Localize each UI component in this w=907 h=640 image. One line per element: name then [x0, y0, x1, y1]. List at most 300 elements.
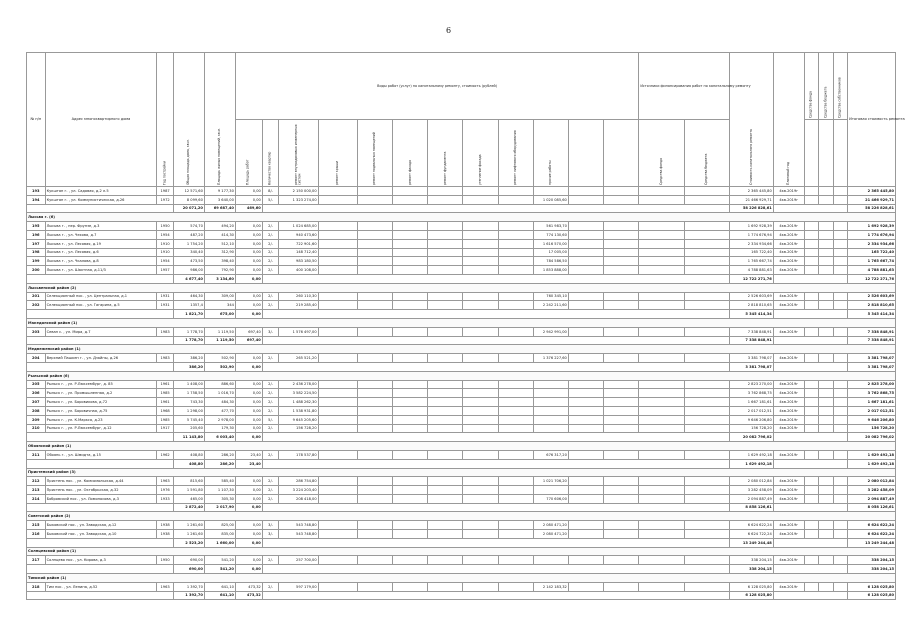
row-source-cell: [604, 195, 639, 204]
row-repair-cell: [428, 450, 463, 459]
row-repair-cell: [428, 424, 463, 433]
row-src-flag: [804, 230, 818, 239]
row-src-flag: [819, 530, 833, 539]
row-year: 1987: [157, 187, 174, 196]
district-row: [27, 283, 896, 292]
row-repair-cell: [463, 494, 498, 503]
row-repair-cell: [393, 187, 428, 196]
row-repair-cell: [393, 257, 428, 266]
row-src-flag: [804, 257, 818, 266]
row-src-flag: [804, 301, 818, 310]
row-repair-cell: [393, 248, 428, 257]
capital-repair-table: [26, 52, 905, 600]
subtotal-total-area: 2 872,40: [173, 503, 204, 512]
row-source-cell: [684, 292, 730, 301]
row-src-flag: [819, 257, 833, 266]
subtotal-row: [27, 538, 896, 547]
district-row: [27, 318, 896, 327]
row-repair-amount: 208 418,00: [279, 494, 318, 503]
row-number: 212: [27, 477, 46, 486]
row-src-flag: [819, 195, 833, 204]
row-year: 1938: [157, 530, 174, 539]
table-row: [27, 415, 896, 424]
row-total-cost: 21 466 929,71: [730, 195, 773, 204]
table-row: [27, 389, 896, 398]
row-source-cell: [639, 187, 685, 196]
row-source-cell: [684, 257, 730, 266]
row-address: Верхний Пашкен г. , ул. Дзайны, д.26: [45, 354, 157, 363]
row-source-cell: [684, 187, 730, 196]
row-source-cell: [568, 494, 603, 503]
row-final-cost: 4 788 881,63: [848, 266, 896, 275]
row-count: 2/-: [262, 257, 279, 266]
row-src-flag: [804, 406, 818, 415]
table-row: [27, 398, 896, 407]
row-total-area: 1 754,20: [173, 239, 204, 248]
row-residential-area: 312,90: [204, 248, 235, 257]
row-repair-amount: 286 754,80: [279, 477, 318, 486]
row-repair-cell: [318, 415, 357, 424]
row-src-flag: [804, 424, 818, 433]
row-extra-area: 0,00: [235, 248, 262, 257]
row-residential-area: 886,60: [204, 380, 235, 389]
row-repair-cell: [428, 380, 463, 389]
row-total-area: 8 099,60: [173, 195, 204, 204]
row-total-area: 1 298,00: [173, 406, 204, 415]
row-repair-cell: [393, 406, 428, 415]
row-repair-cell: [498, 530, 533, 539]
row-number: 207: [27, 398, 46, 407]
row-source-cell: [568, 406, 603, 415]
row-repair-cell: [463, 327, 498, 336]
table-row: [27, 582, 896, 591]
subtotal-cost: 58 226 828,61: [730, 204, 773, 213]
row-total-area: 1 261,60: [173, 530, 204, 539]
row-repair-amount: 1 024 685,00: [279, 222, 318, 231]
subtotal-extra-area: 0,00: [235, 503, 262, 512]
row-src-flag: [804, 389, 818, 398]
row-source-cell: [684, 222, 730, 231]
subtotal-label: [27, 503, 174, 512]
row-repair-cell: [357, 301, 392, 310]
row-source-cell: [639, 398, 685, 407]
row-final-cost: 1 774 676,94: [848, 230, 896, 239]
subtotal-extra-area: 697,40: [235, 336, 262, 345]
row-repair-cell: [357, 187, 392, 196]
row-src-flag: [833, 494, 847, 503]
row-src-flag: [804, 582, 818, 591]
row-repair-cell: [318, 257, 357, 266]
header-source-3: Средства собственников: [833, 53, 847, 120]
row-repair-cell: [318, 556, 357, 565]
row-final-cost: 6 624 622,24: [848, 530, 896, 539]
row-repair-amount-2: [533, 380, 568, 389]
row-repair-cell: [498, 266, 533, 275]
row-source-cell: [684, 380, 730, 389]
row-source-cell: [568, 187, 603, 196]
row-residential-area: 3 640,00: [204, 195, 235, 204]
row-source-cell: [639, 195, 685, 204]
row-source-cell: [568, 424, 603, 433]
row-source-cell: [604, 406, 639, 415]
row-total-cost: 3 282 458,09: [730, 486, 773, 495]
row-repair-cell: [357, 530, 392, 539]
row-total-area: 487,20: [173, 230, 204, 239]
subtotal-label: [27, 362, 174, 371]
header-src-e: [833, 120, 847, 187]
row-repair-amount-2: [533, 406, 568, 415]
row-address: Быковский пос. , ул. Заводская, д.12: [45, 521, 157, 530]
table-row: [27, 450, 896, 459]
row-repair-cell: [463, 530, 498, 539]
row-planned-year: 4кв.2019г: [773, 301, 804, 310]
subtotal-blank: [262, 591, 730, 600]
subtotal-row: [27, 310, 896, 319]
row-src-flag: [819, 187, 833, 196]
row-planned-year: 4кв.2019г: [773, 415, 804, 424]
subtotal-final: 6 128 025,80: [848, 591, 896, 600]
row-number: 196: [27, 230, 46, 239]
table-row: [27, 222, 896, 231]
district-name: Обоянский район (1): [27, 442, 896, 451]
row-total-cost: 3 762 868,75: [730, 389, 773, 398]
row-src-flag: [833, 239, 847, 248]
row-repair-cell: [318, 477, 357, 486]
row-residential-area: 414,30: [204, 230, 235, 239]
subtotal-total-area: 1 392,70: [173, 591, 204, 600]
row-planned-year: 4кв.2019г: [773, 195, 804, 204]
row-planned-year: 4кв.2019г: [773, 389, 804, 398]
row-repair-cell: [393, 354, 428, 363]
district-row: [27, 442, 896, 451]
row-total-area: 386,20: [173, 354, 204, 363]
row-address: Лысьва г. , пер. Фрунзе, д.3: [45, 222, 157, 231]
row-repair-cell: [463, 406, 498, 415]
row-extra-area: 0,00: [235, 494, 262, 503]
row-number: 204: [27, 354, 46, 363]
row-number: 203: [27, 327, 46, 336]
row-repair-cell: [428, 301, 463, 310]
header-source-2: Средства бюджета: [819, 53, 833, 120]
subtotal-residential-area: 69 687,40: [204, 204, 235, 213]
row-src-flag: [819, 424, 833, 433]
row-year: 1985: [157, 415, 174, 424]
subtotal-row: [27, 503, 896, 512]
row-final-cost: 3 282 458,09: [848, 486, 896, 495]
row-repair-cell: [428, 292, 463, 301]
row-src-flag: [833, 380, 847, 389]
row-extra-area: 0,00: [235, 266, 262, 275]
header-address: Адрес многоквартирного дома: [45, 53, 157, 187]
row-final-cost: 3 381 798,07: [848, 354, 896, 363]
row-repair-cell: [428, 257, 463, 266]
district-row: [27, 468, 896, 477]
row-source-cell: [639, 424, 685, 433]
row-repair-cell: [498, 415, 533, 424]
row-year: 1954: [157, 230, 174, 239]
row-total-area: 12 571,60: [173, 187, 204, 196]
row-count: 2/-: [262, 239, 279, 248]
row-total-area: 690,00: [173, 556, 204, 565]
row-final-cost: 21 466 929,71: [848, 195, 896, 204]
row-repair-amount: 178 537,80: [279, 450, 318, 459]
row-repair-amount-2: 2 080 471,20: [533, 521, 568, 530]
subtotal-row: [27, 274, 896, 283]
row-extra-area: 0,00: [235, 380, 262, 389]
row-extra-area: 0,00: [235, 477, 262, 486]
header-final: Итоговая стоимость ремонта: [848, 53, 896, 187]
row-extra-area: 0,00: [235, 424, 262, 433]
row-repair-cell: [463, 477, 498, 486]
row-repair-cell: [318, 450, 357, 459]
row-repair-cell: [393, 521, 428, 530]
subtotal-residential-area: 641,10: [204, 591, 235, 600]
row-source-cell: [639, 389, 685, 398]
row-source-cell: [568, 415, 603, 424]
subtotal-extra-area: 473,32: [235, 591, 262, 600]
row-src-flag: [804, 415, 818, 424]
row-extra-area: 0,00: [235, 521, 262, 530]
row-repair-amount-2: 1 376 227,60: [533, 354, 568, 363]
row-total-cost: 2 017 012,51: [730, 406, 773, 415]
row-repair-cell: [357, 494, 392, 503]
row-source-cell: [639, 380, 685, 389]
row-repair-cell: [463, 486, 498, 495]
row-repair-cell: [393, 424, 428, 433]
header-col-4: ремонт крыши: [318, 120, 357, 187]
row-repair-amount-2: 561 983,70: [533, 222, 568, 231]
row-repair-cell: [393, 494, 428, 503]
subtotal-extra-area: 469,60: [235, 204, 262, 213]
row-source-cell: [684, 521, 730, 530]
row-source-cell: [568, 230, 603, 239]
header-residential-area: Площадь жилых помещений, кв.м.: [204, 53, 235, 187]
row-source-cell: [568, 266, 603, 275]
row-count: 3/-: [262, 521, 279, 530]
row-repair-cell: [498, 354, 533, 363]
row-repair-cell: [428, 327, 463, 336]
row-total-area: 5 745,40: [173, 415, 204, 424]
row-source-cell: [568, 222, 603, 231]
row-source-cell: [639, 266, 685, 275]
row-repair-cell: [428, 582, 463, 591]
row-source-cell: [639, 521, 685, 530]
row-residential-area: 1 119,50: [204, 327, 235, 336]
row-repair-cell: [498, 486, 533, 495]
row-planned-year: 4кв.2019г: [773, 266, 804, 275]
row-final-cost: 6 624 622,24: [848, 521, 896, 530]
row-repair-cell: [393, 450, 428, 459]
row-repair-cell: [393, 486, 428, 495]
header-col-2: Количество квартир: [262, 120, 279, 187]
row-number: 210: [27, 424, 46, 433]
row-planned-year: 4кв.2019г: [773, 239, 804, 248]
row-repair-cell: [318, 521, 357, 530]
district-row: [27, 512, 896, 521]
row-src-flag: [833, 477, 847, 486]
row-final-cost: 2 825 278,00: [848, 380, 896, 389]
row-number: 195: [27, 222, 46, 231]
row-src-flag: [804, 187, 818, 196]
row-src-flag: [819, 292, 833, 301]
row-extra-area: 0,00: [235, 530, 262, 539]
row-source-cell: [604, 222, 639, 231]
district-row: [27, 547, 896, 556]
table-row: [27, 266, 896, 275]
row-total-area: 574,70: [173, 222, 204, 231]
row-repair-cell: [428, 486, 463, 495]
row-source-cell: [604, 257, 639, 266]
row-source-cell: [604, 530, 639, 539]
row-source-cell: [604, 301, 639, 310]
row-repair-cell: [463, 398, 498, 407]
subtotal-blank: [773, 310, 847, 319]
row-source-cell: [568, 354, 603, 363]
row-count: 2/-: [262, 398, 279, 407]
row-src-flag: [833, 266, 847, 275]
row-source-cell: [568, 521, 603, 530]
header-col-3: ремонт внутридомовых инженерных систем: [279, 120, 318, 187]
row-repair-amount: 257 700,00: [279, 556, 318, 565]
header-repair-group: Виды работ (услуг) по капитальному ремонту, стоимость (рублей): [235, 53, 638, 120]
row-source-cell: [568, 327, 603, 336]
row-repair-amount-2: 2 080 471,20: [533, 530, 568, 539]
row-extra-area: 0,00: [235, 257, 262, 266]
row-address: Рыльск г. , ул. Боровичная, д.75: [45, 406, 157, 415]
row-repair-cell: [393, 301, 428, 310]
district-name: Медвеженский район (1): [27, 345, 896, 354]
row-repair-amount-2: 1 020 085,60: [533, 195, 568, 204]
row-repair-amount: 1 323 274,00: [279, 195, 318, 204]
row-planned-year: 4кв.2019г: [773, 222, 804, 231]
row-address: Селекционный пос. , ул. Гагарина, д.5: [45, 301, 157, 310]
header-col-1: Площадь работ: [235, 120, 262, 187]
subtotal-residential-area: 502,90: [204, 362, 235, 371]
row-src-flag: [833, 195, 847, 204]
row-address: Тим пос. , ул. Ленина, д.52: [45, 582, 157, 591]
subtotal-label: [27, 591, 174, 600]
row-total-cost: 2 080 012,84: [730, 477, 773, 486]
row-extra-area: 23,40: [235, 450, 262, 459]
row-src-flag: [804, 354, 818, 363]
row-repair-amount: 3 224 203,40: [279, 486, 318, 495]
row-source-cell: [639, 477, 685, 486]
subtotal-cost: 7 338 848,91: [730, 336, 773, 345]
subtotal-row: [27, 336, 896, 345]
row-planned-year: 4кв.2019г: [773, 494, 804, 503]
row-extra-area: 0,00: [235, 406, 262, 415]
row-residential-area: 305,30: [204, 494, 235, 503]
row-repair-cell: [498, 582, 533, 591]
subtotal-total-area: 11 143,80: [173, 433, 204, 442]
row-number: 194: [27, 195, 46, 204]
row-repair-amount: 156 728,20: [279, 424, 318, 433]
row-src-flag: [819, 380, 833, 389]
row-repair-cell: [463, 424, 498, 433]
row-src-flag: [819, 354, 833, 363]
subtotal-blank: [773, 538, 847, 547]
row-source-cell: [639, 582, 685, 591]
row-total-cost: 6 624 722,24: [730, 530, 773, 539]
row-src-flag: [833, 582, 847, 591]
subtotal-row: [27, 362, 896, 371]
row-extra-area: 0,00: [235, 398, 262, 407]
row-residential-area: 792,90: [204, 266, 235, 275]
row-repair-cell: [428, 354, 463, 363]
row-src-flag: [833, 230, 847, 239]
subtotal-total-area: 1 821,70: [173, 310, 204, 319]
row-final-cost: 7 338 848,91: [848, 327, 896, 336]
row-source-cell: [604, 450, 639, 459]
row-residential-area: 1 107,30: [204, 486, 235, 495]
row-total-area: 1 408,00: [173, 380, 204, 389]
row-number: 211: [27, 450, 46, 459]
row-repair-cell: [428, 222, 463, 231]
row-extra-area: 0,00: [235, 389, 262, 398]
row-src-flag: [804, 195, 818, 204]
row-src-flag: [833, 521, 847, 530]
row-src-flag: [833, 450, 847, 459]
row-total-cost: 2 818 810,65: [730, 301, 773, 310]
district-name: Пристенский район (3): [27, 468, 896, 477]
row-total-cost: 2 334 934,66: [730, 239, 773, 248]
row-source-cell: [604, 556, 639, 565]
row-total-cost: 6 128 025,80: [730, 582, 773, 591]
row-repair-cell: [463, 582, 498, 591]
row-planned-year: 4кв.2019г: [773, 327, 804, 336]
row-repair-amount: 219 285,40: [279, 301, 318, 310]
row-total-cost: 7 338 848,91: [730, 327, 773, 336]
row-repair-cell: [463, 222, 498, 231]
header-col-7: ремонт фундамента: [428, 120, 463, 187]
row-total-cost: 3 381 798,07: [730, 354, 773, 363]
row-src-flag: [804, 222, 818, 231]
row-address: Рыльск г. , ул. Р.Люксембург, д. 85: [45, 380, 157, 389]
row-repair-cell: [498, 450, 533, 459]
row-count: 5/-: [262, 195, 279, 204]
subtotal-extra-area: 0,00: [235, 565, 262, 574]
header-total-cost: Стоимость капитального ремонта: [730, 53, 773, 187]
row-source-cell: [568, 248, 603, 257]
row-repair-cell: [318, 389, 357, 398]
row-number: 218: [27, 582, 46, 591]
header-col-9: ремонт лифтового оборудования: [498, 120, 533, 187]
row-repair-cell: [498, 301, 533, 310]
header-col-6: ремонт фасада: [393, 120, 428, 187]
subtotal-blank: [262, 274, 730, 283]
row-repair-cell: [318, 406, 357, 415]
row-src-flag: [833, 398, 847, 407]
subtotal-label: [27, 459, 174, 468]
row-src-flag: [819, 415, 833, 424]
row-repair-cell: [498, 187, 533, 196]
row-total-cost: 1 765 667,74: [730, 257, 773, 266]
row-year: 1954: [157, 257, 174, 266]
district-name: Рыльский район (6): [27, 371, 896, 380]
district-row: [27, 213, 896, 222]
row-extra-area: 0,00: [235, 195, 262, 204]
row-repair-cell: [318, 239, 357, 248]
row-total-area: 473,50: [173, 257, 204, 266]
row-repair-cell: [393, 230, 428, 239]
row-repair-cell: [357, 266, 392, 275]
row-src-flag: [833, 406, 847, 415]
row-planned-year: 4кв.2019г: [773, 521, 804, 530]
row-src-flag: [833, 187, 847, 196]
row-source-cell: [568, 477, 603, 486]
row-src-flag: [804, 239, 818, 248]
row-source-cell: [604, 266, 639, 275]
